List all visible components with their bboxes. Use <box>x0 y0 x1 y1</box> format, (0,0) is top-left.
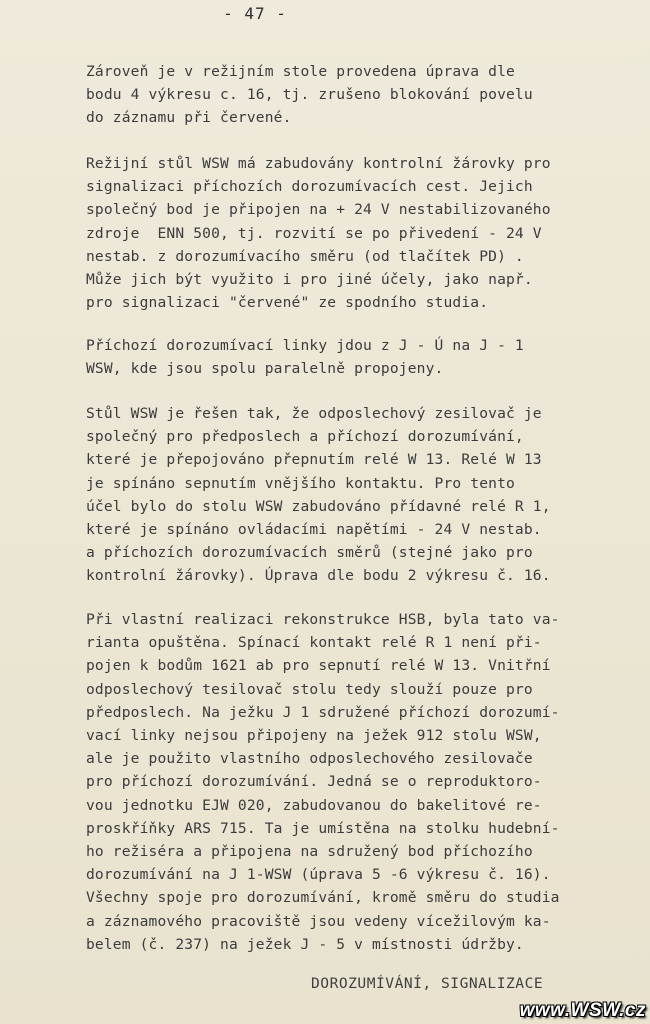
text-line: rianta opuštěna. Spínací kontakt relé R 1 není při- <box>86 634 542 652</box>
paragraph-4 <box>86 402 606 588</box>
text-line: belem (č. 237) na ježek J - 5 v místnosti údržby. <box>86 935 524 953</box>
paragraph-5 <box>86 608 606 956</box>
text-line: Všechny spoje pro dorozumívání, kromě směru do studia <box>86 889 560 907</box>
text-line: Zároveň je v režijním stole provedena úprava dle <box>86 63 515 80</box>
page-number: - 47 - <box>223 4 287 23</box>
text-line: Režijní stůl WSW má zabudovány kontrolní žárovky pro <box>86 155 551 172</box>
text-line: a záznamového pracoviště jsou vedeny vícežilovým ka- <box>86 912 551 930</box>
text-line: dorozumívání na J 1-WSW (úprava 5 -6 výkresu č. 16). <box>86 866 551 884</box>
text-line: pojen k bodům 1621 ab pro sepnutí relé W 13. Vnitřní <box>86 657 551 675</box>
text-line: do záznamu při červené. <box>86 109 292 127</box>
text-line: Při vlastní realizaci rekonstrukce HSB, byla tato va- <box>86 611 560 628</box>
text-line: nestab. z dorozumívacího směru (od tlačítek PD) . <box>86 247 524 265</box>
text-line: signalizaci příchozích dorozumívacích cest. Jejich <box>86 178 533 196</box>
text-line: které je přepojováno přepnutím relé W 13. Relé W 13 <box>86 451 542 469</box>
paragraph-2 <box>86 152 606 314</box>
text-line: zdroje ENN 500, tj. rozvití se po přivedení - 24 V <box>86 224 542 242</box>
text-line: pro příchozí dorozumívání. Jedná se o reproduktoro- <box>86 773 542 791</box>
site-watermark: www.WSW.cz <box>519 1000 646 1021</box>
paragraph-3 <box>86 334 606 380</box>
text-line: bodu 4 výkresu c. 16, tj. zrušeno blokování povelu <box>86 86 533 104</box>
text-line: předposlech. Na ježku J 1 sdružené příchozí dorozumí- <box>86 703 560 721</box>
text-line: pro signalizaci "červené" ze spodního studia. <box>86 294 489 312</box>
text-line: účel bylo do stolu WSW zabudováno přídavné relé R 1, <box>86 497 551 515</box>
text-line: společný bod je připojen na + 24 V nestabilizovaného <box>86 201 551 219</box>
text-line: ho režiséra a připojena na sdružený bod příchozího <box>86 843 533 861</box>
section-footer-title: DOROZUMÍVÁNÍ, SIGNALIZACE <box>311 975 544 992</box>
text-line: WSW, kde jsou spolu paralelně propojeny. <box>86 360 444 378</box>
paragraph-1 <box>86 60 606 130</box>
text-line: které je spínáno ovládacími napětími - 24 V nestab. <box>86 521 542 539</box>
text-line: je spínáno sepnutím vnějšího kontaktu. Pro tento <box>86 474 515 492</box>
text-line: ale je použito vlastního odposlechového zesilovače <box>86 750 533 768</box>
text-line: Může jich být využito i pro jiné účely, jako např. <box>86 271 533 289</box>
text-line: odposlechový tesilovač stolu tedy slouží pouze pro <box>86 680 533 698</box>
text-line: a příchozích dorozumívacích směrů (stejné jako pro <box>86 544 533 562</box>
text-line: vací linky nejsou připojeny na ježek 912 stolu WSW, <box>86 727 542 745</box>
text-line: vou jednotku EJW 020, zabudovanou do bakelitové re- <box>86 796 542 814</box>
text-line: Stůl WSW je řešen tak, že odposlechový zesilovač je <box>86 405 542 422</box>
text-line: proskříňky ARS 715. Ta je umístěna na stolku hudební- <box>86 819 560 837</box>
text-line: společný pro předposlech a příchozí dorozumívání, <box>86 428 524 446</box>
text-line: Příchozí dorozumívací linky jdou z J - Ú na J - 1 <box>86 337 524 354</box>
text-line: kontrolní žárovky). Úprava dle bodu 2 výkresu č. 16. <box>86 567 551 585</box>
